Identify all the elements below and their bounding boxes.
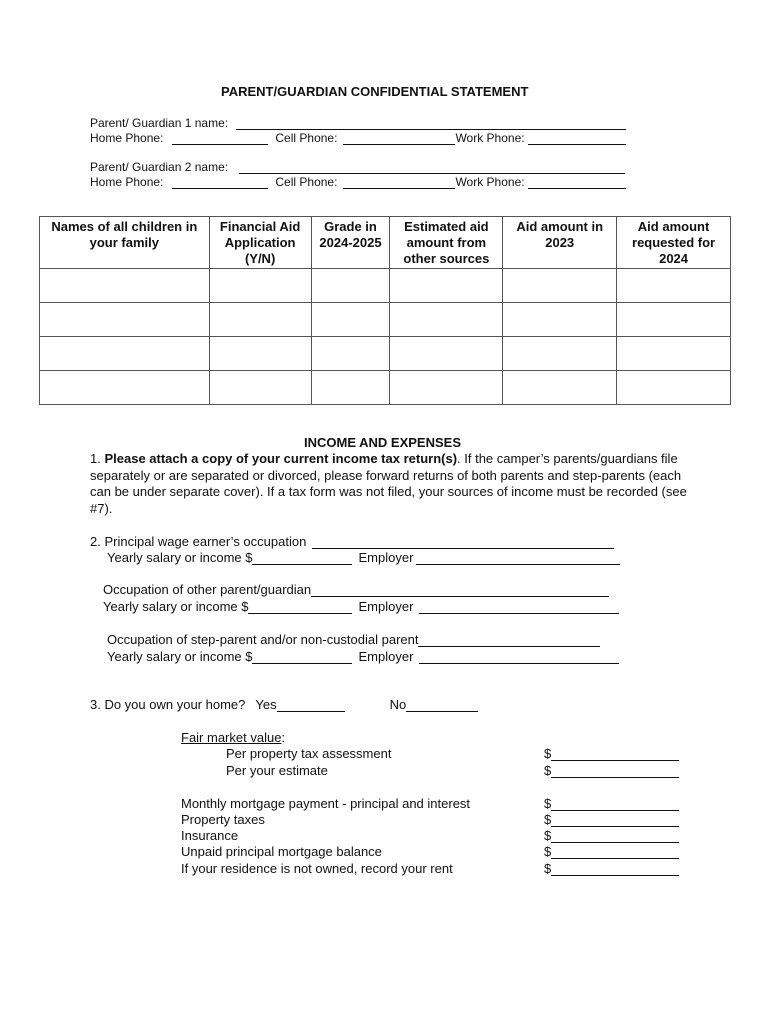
header-aid-requested-2024: Aid amount requested for 2024	[617, 217, 731, 269]
table-cell[interactable]	[617, 371, 731, 405]
item1-number: 1.	[90, 451, 101, 466]
principal-salary-label: Yearly salary or income $	[107, 550, 253, 565]
item1-paragraph	[90, 451, 690, 517]
rent-amount	[544, 861, 679, 876]
principal-occupation-field[interactable]	[312, 538, 614, 549]
per-estimate-amount	[544, 763, 679, 778]
property-taxes-amount	[544, 812, 679, 827]
property-taxes-field[interactable]	[551, 816, 679, 827]
header-aid-2023: Aid amount in 2023	[503, 217, 617, 269]
table-cell[interactable]	[40, 269, 210, 303]
unpaid-balance-amount	[544, 844, 679, 859]
step-employer-label: Employer	[358, 649, 414, 664]
fmv-heading	[181, 730, 285, 745]
guardian2-home-phone-field[interactable]	[172, 178, 268, 189]
table-cell[interactable]	[209, 303, 311, 337]
step-salary-field[interactable]	[252, 653, 352, 664]
table-cell[interactable]	[390, 303, 503, 337]
table-cell[interactable]	[503, 371, 617, 405]
dollar-sign: $	[544, 861, 552, 876]
guardian1-work-phone-field[interactable]	[528, 134, 626, 145]
guardian2-name-label: Parent/ Guardian 2 name:	[90, 160, 229, 174]
table-cell[interactable]	[390, 337, 503, 371]
table-cell[interactable]	[503, 303, 617, 337]
other-occupation-row	[103, 582, 609, 597]
principal-occupation-row	[90, 534, 614, 549]
rent-label: If your residence is not owned, record your rent	[181, 861, 453, 876]
guardian2-cell-phone-label: Cell Phone:	[275, 175, 338, 189]
step-employer-field[interactable]	[419, 653, 619, 664]
rent-field[interactable]	[551, 865, 679, 876]
header-grade: Grade in 2024-2025	[311, 217, 390, 269]
income-heading: INCOME AND EXPENSES	[304, 435, 461, 450]
guardian2-work-phone-field[interactable]	[528, 178, 626, 189]
step-occupation-label: Occupation of step-parent and/or non-custodial parent	[107, 632, 419, 647]
fmv-label: Fair market value	[181, 730, 282, 745]
yes-label: Yes	[255, 697, 277, 712]
no-field[interactable]	[406, 701, 478, 712]
principal-employer-label: Employer	[358, 550, 414, 565]
table-row	[40, 371, 731, 405]
table-cell[interactable]	[311, 303, 390, 337]
guardian1-cell-phone-label: Cell Phone:	[275, 131, 338, 145]
table-cell[interactable]	[617, 269, 731, 303]
step-salary-label: Yearly salary or income $	[107, 649, 253, 664]
insurance-label: Insurance	[181, 828, 239, 843]
no-label: No	[389, 697, 407, 712]
principal-employer-field[interactable]	[416, 554, 620, 565]
header-financial-aid-application: Financial Aid Application (Y/N)	[209, 217, 311, 269]
guardian1-cell-phone-field[interactable]	[343, 134, 455, 145]
table-cell[interactable]	[209, 269, 311, 303]
guardian2-work-phone-label: Work Phone:	[455, 175, 525, 189]
guardian1-home-phone-field[interactable]	[172, 134, 268, 145]
dollar-sign: $	[544, 844, 552, 859]
other-employer-field[interactable]	[419, 603, 619, 614]
principal-salary-row	[107, 550, 620, 565]
guardian1-name-label: Parent/ Guardian 1 name:	[90, 116, 229, 130]
mortgage-field[interactable]	[551, 800, 679, 811]
other-employer-label: Employer	[358, 599, 414, 614]
table-cell[interactable]	[503, 269, 617, 303]
step-occupation-field[interactable]	[418, 636, 600, 647]
fmv-colon: :	[281, 730, 286, 745]
table-cell[interactable]	[390, 269, 503, 303]
guardian2-name-field[interactable]	[239, 163, 625, 174]
table-cell[interactable]	[390, 371, 503, 405]
guardian1-phone-row	[90, 131, 626, 145]
guardian1-home-phone-label: Home Phone:	[90, 131, 164, 145]
per-assessment-amount	[544, 746, 679, 761]
table-cell[interactable]	[209, 337, 311, 371]
table-cell[interactable]	[311, 371, 390, 405]
table-cell[interactable]	[311, 337, 390, 371]
dollar-sign: $	[544, 746, 552, 761]
guardian2-home-phone-label: Home Phone:	[90, 175, 164, 189]
property-taxes-label: Property taxes	[181, 812, 265, 827]
principal-salary-field[interactable]	[252, 554, 352, 565]
home-question: 3. Do you own your home?	[90, 697, 246, 712]
unpaid-balance-field[interactable]	[551, 848, 679, 859]
unpaid-balance-label: Unpaid principal mortgage balance	[181, 844, 382, 859]
mortgage-label: Monthly mortgage payment - principal and interest	[181, 796, 471, 811]
home-ownership-row	[90, 697, 478, 712]
guardian2-phone-row	[90, 175, 626, 189]
other-occupation-field[interactable]	[311, 586, 609, 597]
children-table-header	[40, 217, 731, 269]
guardian2-name-row	[90, 160, 625, 174]
other-salary-label: Yearly salary or income $	[103, 599, 249, 614]
other-salary-field[interactable]	[248, 603, 352, 614]
per-estimate-label: Per your estimate	[226, 763, 328, 778]
table-row	[40, 337, 731, 371]
header-child-names: Names of all children in your family	[40, 217, 210, 269]
page-title: PARENT/GUARDIAN CONFIDENTIAL STATEMENT	[221, 84, 529, 99]
table-cell[interactable]	[617, 303, 731, 337]
step-occupation-row	[107, 632, 600, 647]
table-cell[interactable]	[617, 337, 731, 371]
table-cell[interactable]	[503, 337, 617, 371]
table-row	[40, 269, 731, 303]
table-row	[40, 303, 731, 337]
other-occupation-label: Occupation of other parent/guardian	[103, 582, 312, 597]
mortgage-amount	[544, 796, 679, 811]
principal-occupation-label: 2. Principal wage earner’s occupation	[90, 534, 307, 549]
table-cell[interactable]	[40, 337, 210, 371]
item1-bold-text: Please attach a copy of your current income tax return(s)	[104, 451, 458, 466]
table-cell[interactable]	[40, 303, 210, 337]
table-cell[interactable]	[40, 371, 210, 405]
table-cell[interactable]	[311, 269, 390, 303]
dollar-sign: $	[544, 812, 552, 827]
per-estimate-field[interactable]	[551, 767, 679, 778]
insurance-amount	[544, 828, 679, 843]
guardian2-cell-phone-field[interactable]	[343, 178, 455, 189]
insurance-field[interactable]	[551, 832, 679, 843]
guardian1-name-row	[90, 116, 626, 130]
dollar-sign: $	[544, 796, 552, 811]
children-table	[39, 216, 731, 405]
guardian1-name-field[interactable]	[236, 119, 626, 130]
table-cell[interactable]	[209, 371, 311, 405]
header-estimated-aid: Estimated aid amount from other sources	[390, 217, 503, 269]
guardian1-work-phone-label: Work Phone:	[455, 131, 525, 145]
step-salary-row	[107, 649, 619, 664]
other-salary-row	[103, 599, 619, 614]
per-assessment-label: Per property tax assessment	[226, 746, 392, 761]
dollar-sign: $	[544, 763, 552, 778]
dollar-sign: $	[544, 828, 552, 843]
per-assessment-field[interactable]	[551, 750, 679, 761]
yes-field[interactable]	[277, 701, 345, 712]
item1-text: . If the camper’s parents/guardians file separately or are separated or divorced, please forward returns of both parents and step-parents (each can be under separate cover). If a tax form was not filed, your sources of income must be recorded (see #7).	[90, 451, 687, 516]
